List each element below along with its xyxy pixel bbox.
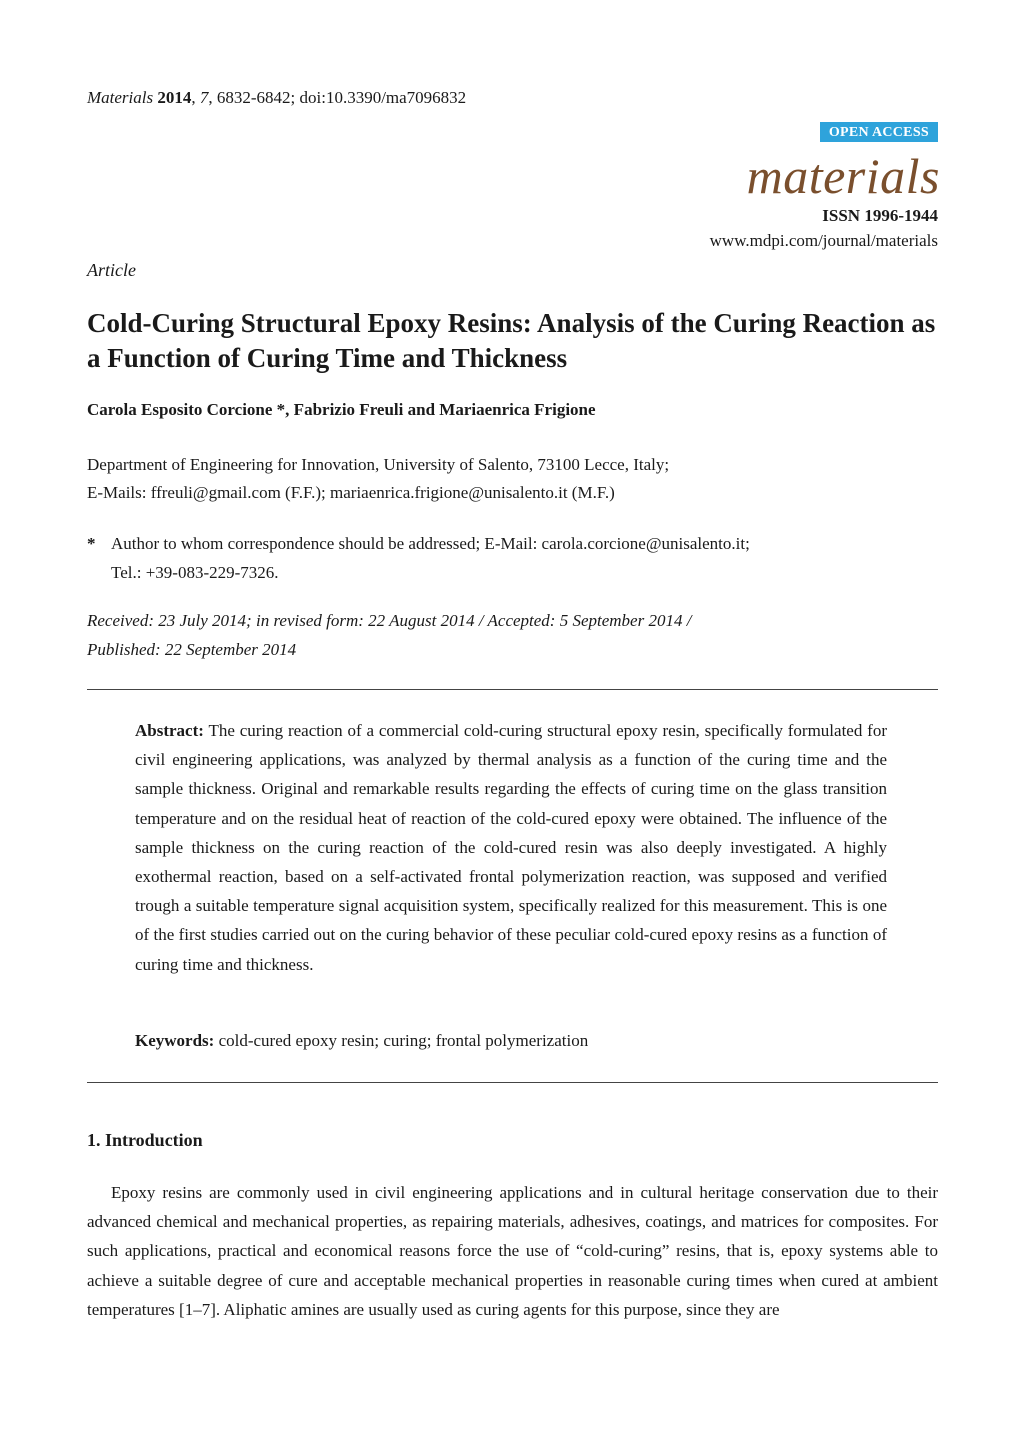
correspondence-note	[87, 529, 938, 587]
citation-line: Materials 2014, 7, 6832-6842; doi:10.3390/ma7096832	[87, 88, 467, 107]
open-access-badge: OPEN ACCESS	[820, 122, 938, 142]
divider-top	[87, 689, 938, 690]
dates-line-1: Received: 23 July 2014; in revised form: 22 August 2014 / Accepted: 5 September 2014 /	[87, 611, 692, 630]
citation-journal: Materials	[87, 88, 154, 107]
affiliation-emails: E-Mails: ffreuli@gmail.com (F.F.); mariaenrica.frigione@unisalento.it (M.F.)	[87, 483, 615, 502]
citation-year: 2014	[157, 88, 192, 107]
correspondence-line-1: Author to whom correspondence should be addressed; E-Mail: carola.corcione@unisalento.it;	[111, 534, 750, 553]
keywords-text: cold-cured epoxy resin; curing; frontal polymerization	[218, 1031, 589, 1050]
keywords-label: Keywords:	[135, 1031, 215, 1050]
abstract-label: Abstract:	[135, 721, 204, 740]
introduction-paragraph: Epoxy resins are commonly used in civil engineering applications and in cultural heritage conservation due to their advanced chemical and mechanical properties, as repairing materials, adhesives, coatings, and matrices for composites. For such applications, practical and economical reasons force the use of “cold-curing” resins, that is, epoxy systems able to achieve a suitable degree of cure and acceptable mechanical properties in reasonable curing times when cured at ambient temperatures [1–7]. Aliphatic amines are usually used as curing agents for this purpose, since they are	[87, 1183, 938, 1319]
section-heading-introduction: 1. Introduction	[87, 1130, 203, 1150]
citation-pages-doi: , 6832-6842; doi:10.3390/ma7096832	[208, 88, 467, 107]
affiliation-department: Department of Engineering for Innovation, University of Salento, 73100 Lecce, Italy;	[87, 455, 670, 474]
citation-volume: 7	[199, 88, 209, 107]
affiliation	[87, 451, 669, 507]
keywords	[135, 1027, 887, 1055]
correspondence-star: *	[87, 534, 96, 553]
dates-line-2: Published: 22 September 2014	[87, 640, 297, 659]
author-list: Carola Esposito Corcione *, Fabrizio Freuli and Mariaenrica Frigione	[87, 400, 596, 419]
publication-dates	[87, 606, 691, 664]
divider-bottom	[87, 1082, 938, 1083]
journal-website-link[interactable]: www.mdpi.com/journal/materials	[709, 231, 938, 250]
paper-title: Cold-Curing Structural Epoxy Resins: Analysis of the Curing Reaction as a Function of Curing Time and Thickness	[87, 308, 936, 373]
article-type: Article	[87, 260, 136, 280]
journal-logo: materials	[746, 148, 940, 204]
correspondence-line-2: Tel.: +39-083-229-7326.	[111, 563, 279, 582]
abstract-text: The curing reaction of a commercial cold-curing structural epoxy resin, specifically formulated for civil engineering applications, was analyzed by thermal analysis as a function of the curing time and the sample thickness. Original and remarkable results regarding the effects of curing time on the glass transition temperature and on the residual heat of reaction of the cold-cured epoxy were obtained. The influence of the sample thickness on the curing reaction of the cold-cured resin was also deeply investigated. A highly exothermal reaction, based on a self-activated frontal polymerization reaction, was supposed and verified trough a suitable temperature signal acquisition system, specifically realized for this measurement. This is one of the first studies carried out on the curing behavior of these peculiar cold-cured epoxy resins as a function of curing time and thickness.	[135, 721, 887, 974]
abstract	[135, 716, 887, 979]
issn: ISSN 1996-1944	[822, 206, 938, 225]
